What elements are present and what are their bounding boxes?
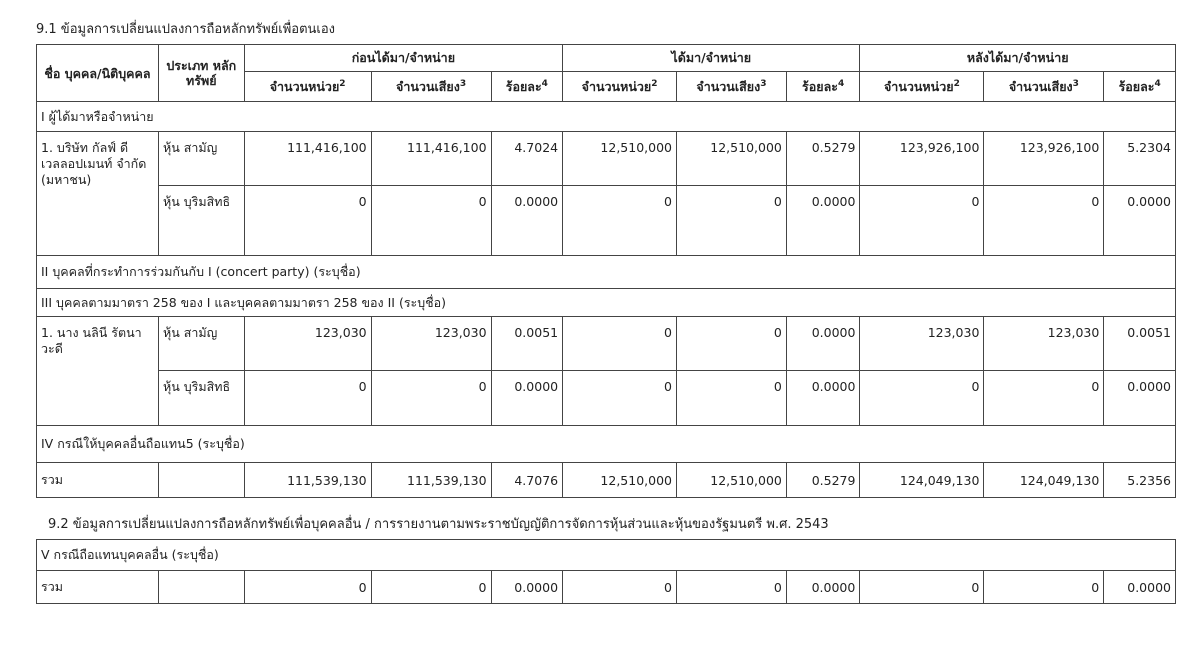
cell: 0 [677,186,787,256]
header-after: หลังได้มา/จำหน่าย [860,45,1176,72]
cell: 0 [984,186,1104,256]
cell: 12,510,000 [563,463,677,498]
cell: 111,416,100 [244,132,371,186]
cell: 124,049,130 [860,463,984,498]
cell: 0 [563,371,677,426]
section-9-2-title: 9.2 ข้อมูลการเปลี่ยนแปลงการถือหลักทรัพย์เพื่อบุคคลอื่น / การรายงานตามพระราชบัญญัติการจัดการหุ้นส่วนและหุ้นของรัฐมนตรี พ.ศ. 2543 [48,517,829,532]
header-units: จำนวนหน่วย$^2$ [563,72,677,102]
section-row-IV: IV กรณีให้บุคคลอื่นถือแทน5 (ระบุชื่อ) [37,426,1176,463]
section-row-II: II บุคคลที่กระทำการร่วมกันกับ I (concert party) (ระบุชื่อ) [37,256,1176,289]
cell: 0.0000 [491,371,563,426]
empty-cell [158,463,244,498]
header-percent: ร้อยละ$^4$ [491,72,563,102]
header-units: จำนวนหน่วย$^2$ [244,72,371,102]
cell: 0.0051 [1104,317,1176,371]
cell: 0 [676,571,786,604]
total-label: รวม [37,571,159,604]
cell: 0 [677,317,787,371]
header-name: ชื่อ บุคคล/นิติบุคคล [37,45,159,102]
header-before: ก่อนได้มา/จำหน่าย [244,45,562,72]
cell: 0.5279 [786,463,860,498]
cell: 0.0000 [491,571,563,604]
cell: 0.0000 [786,186,860,256]
cell: 111,539,130 [244,463,371,498]
cell: 0.5279 [786,132,860,186]
header-type: ประเภท หลักทรัพย์ [158,45,244,102]
cell: 0 [371,571,491,604]
cell: 0 [371,186,491,256]
cell: 111,539,130 [371,463,491,498]
holdings-table-others [36,539,1176,604]
empty-cell [158,571,244,604]
header-percent: ร้อยละ$^4$ [1104,72,1176,102]
cell: 0.0000 [786,571,860,604]
table-row [37,371,1176,426]
cell: 0 [244,371,371,426]
cell: 0 [563,317,677,371]
cell: 4.7024 [491,132,563,186]
cell: 4.7076 [491,463,563,498]
cell: 123,030 [244,317,371,371]
cell: 0.0000 [1104,371,1176,426]
section-row-III: III บุคคลตามมาตรา 258 ของ I และบุคคลตามมาตรา 258 ของ II (ระบุชื่อ) [37,289,1176,317]
cell: 0 [860,186,984,256]
header-percent: ร้อยละ$^4$ [786,72,860,102]
table-row [37,132,1176,186]
section-row-I: I ผู้ได้มาหรือจำหน่าย [37,102,1176,132]
cell: 0 [984,571,1104,604]
cell: 0.0000 [491,186,563,256]
cell: 0 [860,571,984,604]
cell: 0.0051 [491,317,563,371]
person-name: 1. นาง นลินี รัตนาวะดี [37,317,159,426]
cell: 0 [984,371,1104,426]
security-type: หุ้น สามัญ [158,132,244,186]
cell: 0 [244,186,371,256]
header-change: ได้มา/จำหน่าย [563,45,860,72]
cell: 0 [244,571,371,604]
table-row [37,317,1176,371]
section-row-V: V กรณีถือแทนบุคคลอื่น (ระบุชื่อ) [37,540,1176,571]
table-row [37,186,1176,256]
cell: 123,030 [984,317,1104,371]
cell: 0.0000 [786,317,860,371]
cell: 123,926,100 [984,132,1104,186]
cell: 12,510,000 [677,463,787,498]
cell: 5.2356 [1104,463,1176,498]
security-type: หุ้น สามัญ [158,317,244,371]
total-row [37,571,1176,604]
cell: 12,510,000 [563,132,677,186]
cell: 123,926,100 [860,132,984,186]
cell: 123,030 [371,317,491,371]
total-row [37,463,1176,498]
cell: 111,416,100 [371,132,491,186]
header-votes: จำนวนเสียง$^3$ [677,72,787,102]
header-votes: จำนวนเสียง$^3$ [984,72,1104,102]
security-type: หุ้น บุริมสิทธิ [158,371,244,426]
section-9-1-title: 9.1 ข้อมูลการเปลี่ยนแปลงการถือหลักทรัพย์เพื่อตนเอง [36,22,336,37]
security-type: หุ้น บุริมสิทธิ [158,186,244,256]
cell: 0.0000 [1104,571,1176,604]
cell: 0 [563,186,677,256]
cell: 124,049,130 [984,463,1104,498]
header-votes: จำนวนเสียง$^3$ [371,72,491,102]
total-label: รวม [37,463,159,498]
holdings-table-self [36,44,1176,498]
cell: 0.0000 [786,371,860,426]
cell: 0 [860,371,984,426]
cell: 0 [677,371,787,426]
cell: 12,510,000 [677,132,787,186]
cell: 0.0000 [1104,186,1176,256]
cell: 0 [563,571,677,604]
person-name: 1. บริษัท กัลฟ์ ดี เวลลอปเมนท์ จำกัด (มหาชน) [37,132,159,256]
cell: 123,030 [860,317,984,371]
header-units: จำนวนหน่วย$^2$ [860,72,984,102]
cell: 0 [371,371,491,426]
cell: 5.2304 [1104,132,1176,186]
